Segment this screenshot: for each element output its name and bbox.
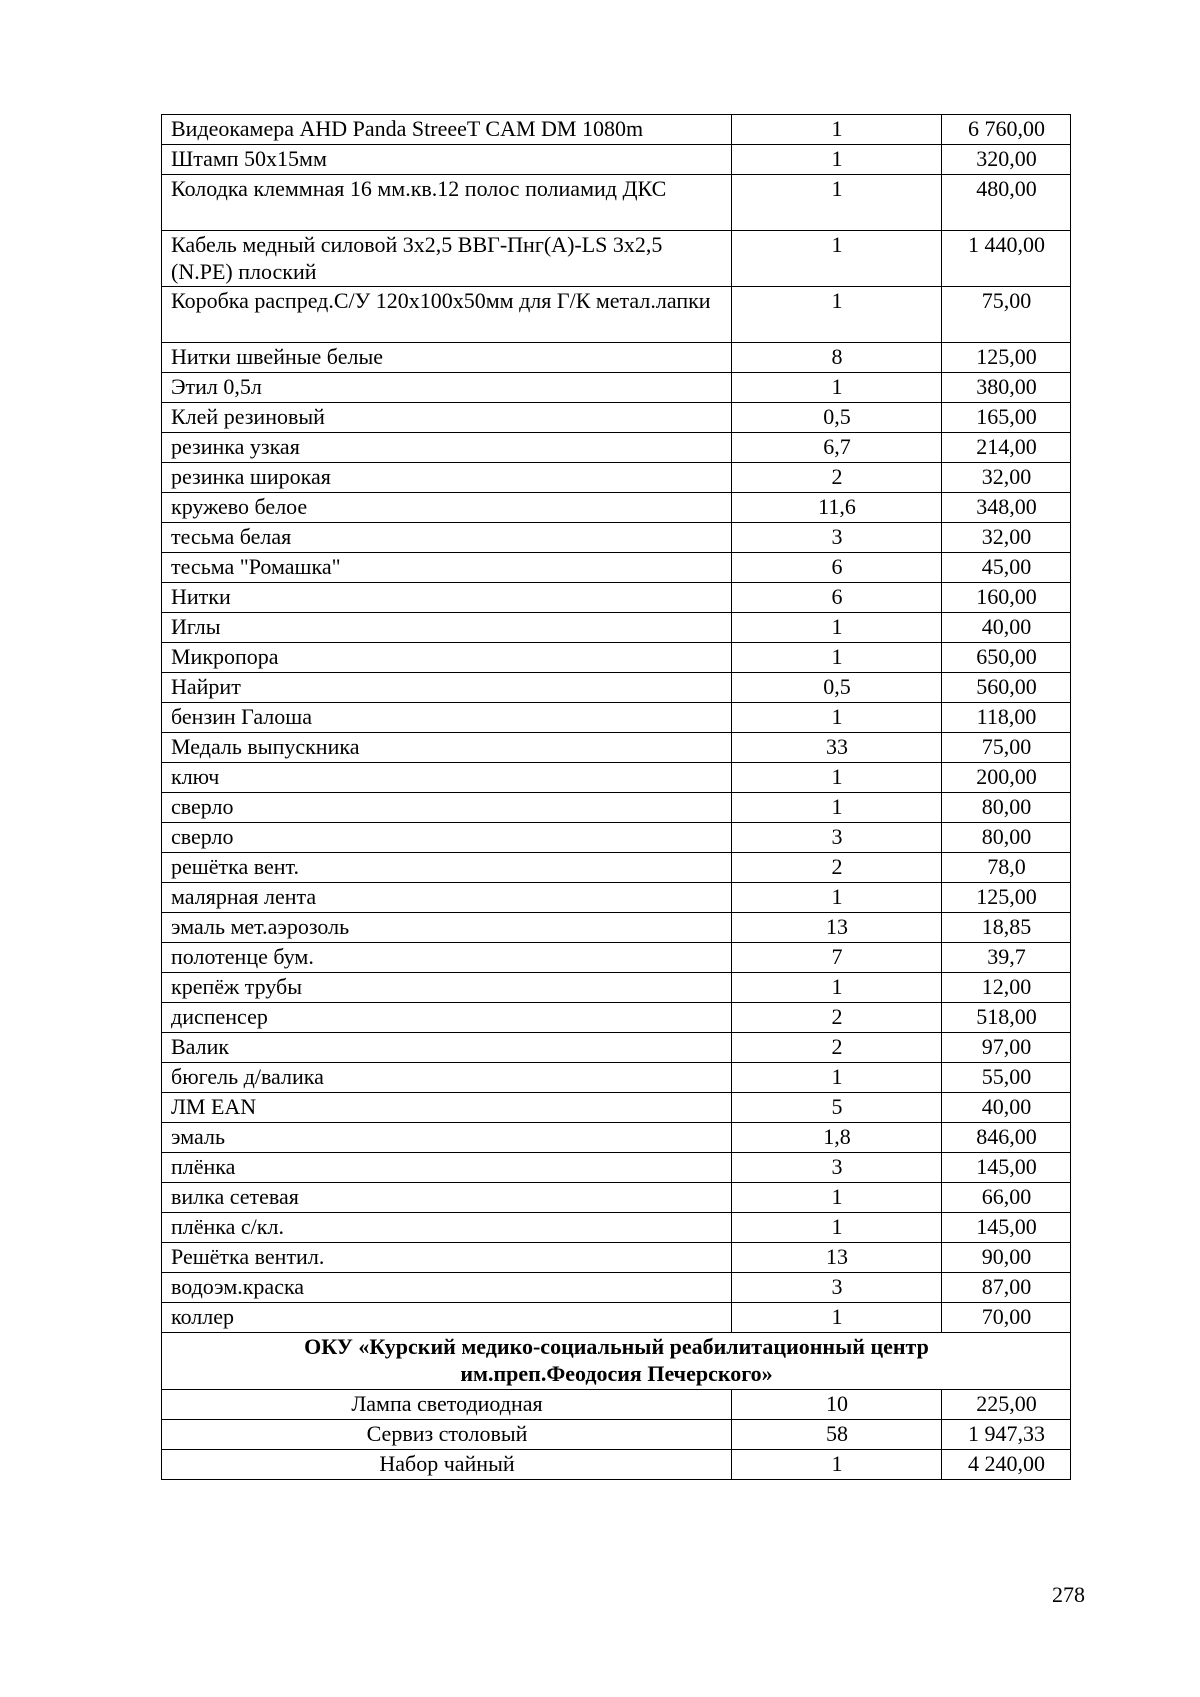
item-name-cell: Коробка распред.С/У 120х100х50мм для Г/К метал.лапки xyxy=(162,287,732,343)
item-name-cell: Клей резиновый xyxy=(162,403,732,433)
table-row xyxy=(162,1033,1071,1063)
item-name-cell: вилка сетевая xyxy=(162,1183,732,1213)
item-price-cell: 12,00 xyxy=(942,973,1071,1003)
item-name-cell: Нитки швейные белые xyxy=(162,343,732,373)
item-name-cell: Медаль выпускника xyxy=(162,733,732,763)
item-name-cell: резинка узкая xyxy=(162,433,732,463)
item-quantity-cell: 2 xyxy=(732,1033,942,1063)
table-row xyxy=(162,175,1071,231)
item-price-cell: 32,00 xyxy=(942,523,1071,553)
table-row xyxy=(162,1450,1071,1480)
item-quantity-cell: 1 xyxy=(732,1183,942,1213)
item-quantity-cell: 3 xyxy=(732,523,942,553)
item-name-cell: Валик xyxy=(162,1033,732,1063)
item-name-cell: Видеокамера AHD Panda StreeeT CAM DM 1080m xyxy=(162,115,732,145)
item-quantity-cell: 1 xyxy=(732,287,942,343)
item-name-cell: кружево белое xyxy=(162,493,732,523)
item-name-cell: бензин Галоша xyxy=(162,703,732,733)
table-row xyxy=(162,1303,1071,1333)
item-quantity-cell: 1 xyxy=(732,643,942,673)
items-table xyxy=(161,114,1071,1480)
item-name-cell: Набор чайный xyxy=(162,1450,732,1480)
item-quantity-cell: 1 xyxy=(732,793,942,823)
item-price-cell: 80,00 xyxy=(942,793,1071,823)
item-name-cell: Колодка клеммная 16 мм.кв.12 полос полиамид ДКС xyxy=(162,175,732,231)
item-name-cell: малярная лента xyxy=(162,883,732,913)
item-name-cell: Иглы xyxy=(162,613,732,643)
item-name-cell: крепёж трубы xyxy=(162,973,732,1003)
item-price-cell: 40,00 xyxy=(942,613,1071,643)
item-name-cell: сверло xyxy=(162,823,732,853)
item-name-cell: сверло xyxy=(162,793,732,823)
item-price-cell: 200,00 xyxy=(942,763,1071,793)
item-quantity-cell: 1 xyxy=(732,1213,942,1243)
item-price-cell: 650,00 xyxy=(942,643,1071,673)
item-quantity-cell: 33 xyxy=(732,733,942,763)
table-row xyxy=(162,1003,1071,1033)
item-quantity-cell: 2 xyxy=(732,1003,942,1033)
section-header-row xyxy=(162,1333,1071,1390)
items-table-body xyxy=(162,115,1071,1480)
table-row xyxy=(162,287,1071,343)
item-quantity-cell: 13 xyxy=(732,913,942,943)
table-row xyxy=(162,1153,1071,1183)
item-name-cell: тесьма белая xyxy=(162,523,732,553)
table-row xyxy=(162,433,1071,463)
table-row xyxy=(162,1123,1071,1153)
item-quantity-cell: 1 xyxy=(732,1063,942,1093)
table-row xyxy=(162,553,1071,583)
item-price-cell: 87,00 xyxy=(942,1273,1071,1303)
table-row xyxy=(162,1420,1071,1450)
item-price-cell: 480,00 xyxy=(942,175,1071,231)
item-name-cell: Нитки xyxy=(162,583,732,613)
item-quantity-cell: 6,7 xyxy=(732,433,942,463)
item-price-cell: 45,00 xyxy=(942,553,1071,583)
item-name-cell: полотенце бум. xyxy=(162,943,732,973)
item-price-cell: 560,00 xyxy=(942,673,1071,703)
item-name-cell: ключ xyxy=(162,763,732,793)
item-price-cell: 75,00 xyxy=(942,733,1071,763)
table-row xyxy=(162,231,1071,287)
table-row xyxy=(162,1063,1071,1093)
table-row xyxy=(162,145,1071,175)
item-name-cell: Найрит xyxy=(162,673,732,703)
item-name-cell: Лампа светодиодная xyxy=(162,1390,732,1420)
item-quantity-cell: 1 xyxy=(732,1450,942,1480)
table-row xyxy=(162,115,1071,145)
item-price-cell: 75,00 xyxy=(942,287,1071,343)
table-row xyxy=(162,733,1071,763)
item-price-cell: 18,85 xyxy=(942,913,1071,943)
item-name-cell: Кабель медный силовой 3х2,5 ВВГ-Пнг(А)-LS 3х2,5 (N.PE) плоский xyxy=(162,231,732,287)
item-price-cell: 70,00 xyxy=(942,1303,1071,1333)
item-price-cell: 118,00 xyxy=(942,703,1071,733)
item-price-cell: 66,00 xyxy=(942,1183,1071,1213)
item-price-cell: 214,00 xyxy=(942,433,1071,463)
item-price-cell: 846,00 xyxy=(942,1123,1071,1153)
item-name-cell: плёнка с/кл. xyxy=(162,1213,732,1243)
item-name-cell: резинка широкая xyxy=(162,463,732,493)
item-name-cell: Микропора xyxy=(162,643,732,673)
item-quantity-cell: 3 xyxy=(732,1273,942,1303)
table-row xyxy=(162,523,1071,553)
table-row xyxy=(162,853,1071,883)
table-row xyxy=(162,943,1071,973)
item-price-cell: 6 760,00 xyxy=(942,115,1071,145)
item-quantity-cell: 1 xyxy=(732,373,942,403)
item-quantity-cell: 1,8 xyxy=(732,1123,942,1153)
item-quantity-cell: 1 xyxy=(732,175,942,231)
item-price-cell: 225,00 xyxy=(942,1390,1071,1420)
table-row xyxy=(162,1093,1071,1123)
item-name-cell: ЛМ EAN xyxy=(162,1093,732,1123)
item-name-cell: бюгель д/валика xyxy=(162,1063,732,1093)
item-name-cell: плёнка xyxy=(162,1153,732,1183)
table-row xyxy=(162,343,1071,373)
table-row xyxy=(162,973,1071,1003)
page-number: 278 xyxy=(1052,1582,1085,1607)
item-quantity-cell: 0,5 xyxy=(732,673,942,703)
table-row xyxy=(162,1390,1071,1420)
item-price-cell: 1 440,00 xyxy=(942,231,1071,287)
item-quantity-cell: 13 xyxy=(732,1243,942,1273)
item-quantity-cell: 1 xyxy=(732,973,942,1003)
item-name-cell: диспенсер xyxy=(162,1003,732,1033)
item-quantity-cell: 1 xyxy=(732,231,942,287)
item-name-cell: водоэм.краска xyxy=(162,1273,732,1303)
table-row xyxy=(162,1213,1071,1243)
item-price-cell: 125,00 xyxy=(942,883,1071,913)
item-quantity-cell: 58 xyxy=(732,1420,942,1450)
item-quantity-cell: 1 xyxy=(732,1303,942,1333)
table-row xyxy=(162,613,1071,643)
item-price-cell: 380,00 xyxy=(942,373,1071,403)
organization-header xyxy=(162,1333,1071,1390)
item-price-cell: 39,7 xyxy=(942,943,1071,973)
item-price-cell: 1 947,33 xyxy=(942,1420,1071,1450)
item-name-cell: коллер xyxy=(162,1303,732,1333)
item-name-cell: Решётка вентил. xyxy=(162,1243,732,1273)
item-price-cell: 80,00 xyxy=(942,823,1071,853)
table-row xyxy=(162,673,1071,703)
table-row xyxy=(162,913,1071,943)
item-price-cell: 145,00 xyxy=(942,1213,1071,1243)
item-quantity-cell: 5 xyxy=(732,1093,942,1123)
item-name-cell: эмаль мет.аэрозоль xyxy=(162,913,732,943)
item-quantity-cell: 1 xyxy=(732,145,942,175)
item-price-cell: 125,00 xyxy=(942,343,1071,373)
item-price-cell: 90,00 xyxy=(942,1243,1071,1273)
item-quantity-cell: 2 xyxy=(732,463,942,493)
table-row xyxy=(162,1243,1071,1273)
item-quantity-cell: 1 xyxy=(732,115,942,145)
item-quantity-cell: 8 xyxy=(732,343,942,373)
table-row xyxy=(162,793,1071,823)
item-quantity-cell: 6 xyxy=(732,553,942,583)
item-quantity-cell: 1 xyxy=(732,703,942,733)
item-price-cell: 55,00 xyxy=(942,1063,1071,1093)
item-quantity-cell: 3 xyxy=(732,823,942,853)
item-quantity-cell: 11,6 xyxy=(732,493,942,523)
item-price-cell: 320,00 xyxy=(942,145,1071,175)
item-quantity-cell: 1 xyxy=(732,883,942,913)
item-quantity-cell: 0,5 xyxy=(732,403,942,433)
item-quantity-cell: 7 xyxy=(732,943,942,973)
table-row xyxy=(162,583,1071,613)
table-row xyxy=(162,463,1071,493)
item-price-cell: 97,00 xyxy=(942,1033,1071,1063)
item-price-cell: 518,00 xyxy=(942,1003,1071,1033)
organization-header-line2: им.преп.Феодосия Печерского» xyxy=(460,1361,773,1386)
item-name-cell: решётка вент. xyxy=(162,853,732,883)
table-row xyxy=(162,1183,1071,1213)
item-quantity-cell: 1 xyxy=(732,613,942,643)
item-name-cell: Этил 0,5л xyxy=(162,373,732,403)
table-row xyxy=(162,823,1071,853)
item-price-cell: 4 240,00 xyxy=(942,1450,1071,1480)
table-row xyxy=(162,1273,1071,1303)
item-name-cell: эмаль xyxy=(162,1123,732,1153)
item-price-cell: 348,00 xyxy=(942,493,1071,523)
item-quantity-cell: 6 xyxy=(732,583,942,613)
item-quantity-cell: 2 xyxy=(732,853,942,883)
item-name-cell: тесьма "Ромашка" xyxy=(162,553,732,583)
item-quantity-cell: 10 xyxy=(732,1390,942,1420)
item-price-cell: 145,00 xyxy=(942,1153,1071,1183)
table-row xyxy=(162,373,1071,403)
table-row xyxy=(162,763,1071,793)
item-price-cell: 32,00 xyxy=(942,463,1071,493)
item-price-cell: 160,00 xyxy=(942,583,1071,613)
table-row xyxy=(162,493,1071,523)
item-quantity-cell: 1 xyxy=(732,763,942,793)
item-name-cell: Штамп 50х15мм xyxy=(162,145,732,175)
table-row xyxy=(162,403,1071,433)
item-quantity-cell: 3 xyxy=(732,1153,942,1183)
organization-header-line1: ОКУ «Курский медико-социальный реабилитационный центр xyxy=(304,1334,929,1359)
item-price-cell: 40,00 xyxy=(942,1093,1071,1123)
table-row xyxy=(162,883,1071,913)
item-price-cell: 78,0 xyxy=(942,853,1071,883)
item-name-cell: Сервиз столовый xyxy=(162,1420,732,1450)
table-row xyxy=(162,703,1071,733)
item-price-cell: 165,00 xyxy=(942,403,1071,433)
table-row xyxy=(162,643,1071,673)
